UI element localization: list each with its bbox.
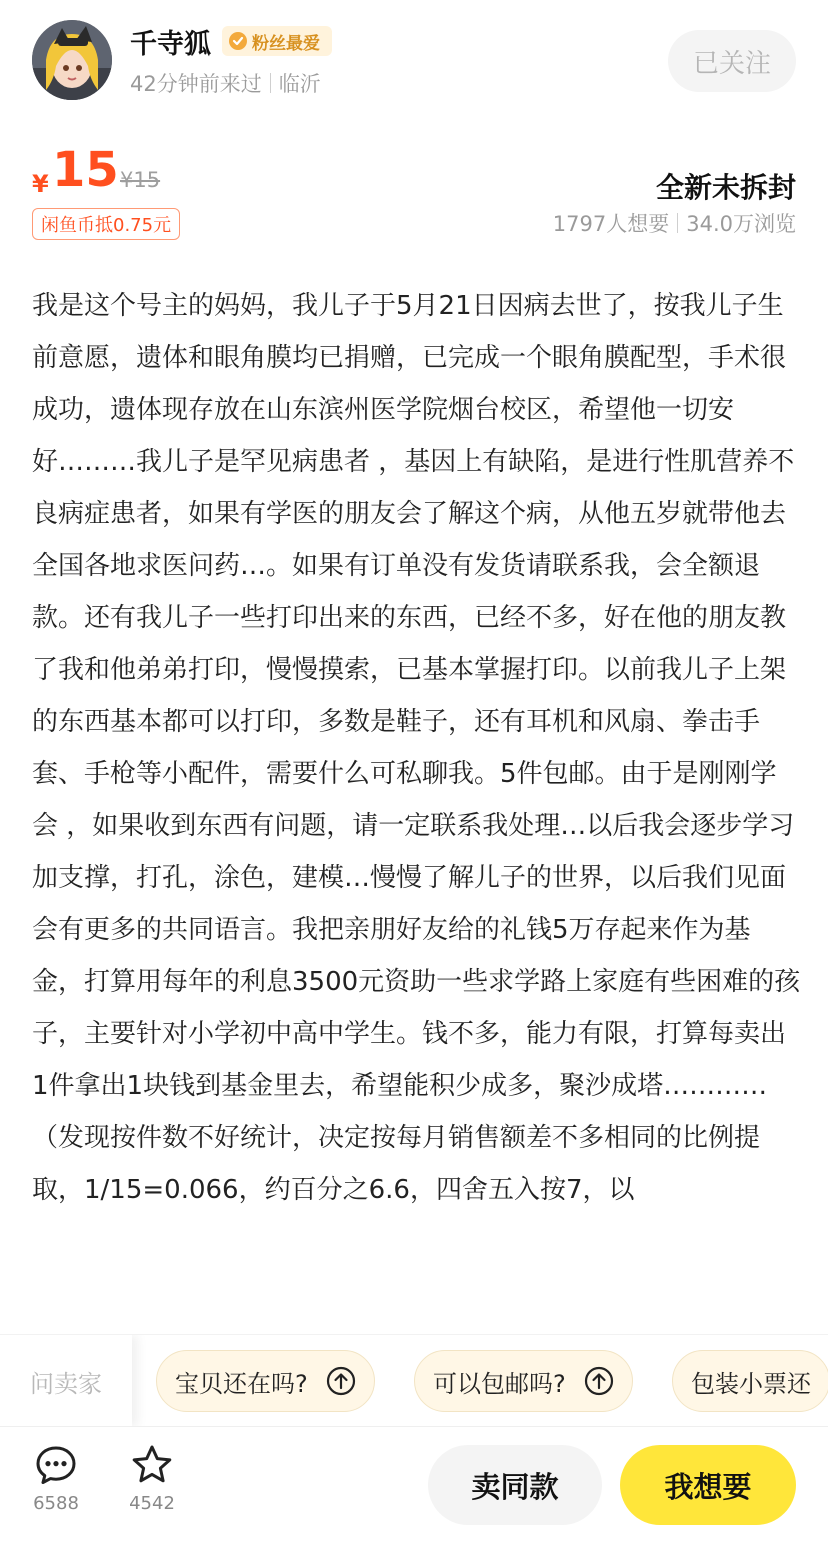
follow-button[interactable]: 已关注 — [668, 30, 796, 92]
bottom-action-bar — [0, 1426, 828, 1546]
meta-divider — [270, 73, 271, 93]
fan-favorite-badge — [222, 26, 332, 56]
quick-question-bar — [0, 1334, 828, 1426]
seller-name[interactable]: 千寺狐 — [130, 29, 211, 60]
favorites-count: 4542 — [129, 1493, 175, 1514]
item-description — [32, 280, 802, 1216]
coin-discount-tag: 闲鱼币抵0.75元 — [32, 208, 180, 240]
quick-question-label: 包装小票还 — [691, 1369, 811, 1398]
arrow-up-circle-icon — [326, 1366, 356, 1396]
original-price: ¥15 — [120, 168, 161, 192]
seller-avatar[interactable] — [32, 20, 112, 100]
fan-badge-label: 粉丝最爱 — [252, 33, 320, 54]
views-count: 34.0万浏览 — [686, 212, 796, 236]
quick-question-chip[interactable] — [414, 1350, 633, 1412]
comments-button[interactable] — [26, 1443, 86, 1514]
seller-meta — [130, 68, 321, 98]
current-price: 15 — [52, 142, 119, 198]
last-visit-text: 42分钟前来过 — [130, 72, 262, 96]
item-stats — [553, 208, 796, 238]
star-icon — [130, 1443, 174, 1487]
chat-bubble-icon — [34, 1443, 78, 1487]
stats-divider — [677, 213, 678, 233]
quick-question-label: 宝贝还在吗? — [175, 1369, 308, 1398]
sell-same-button[interactable]: 卖同款 — [428, 1445, 602, 1525]
seller-header — [0, 0, 828, 120]
quick-question-label: 可以包邮吗? — [433, 1369, 566, 1398]
comments-count: 6588 — [33, 1493, 79, 1514]
quick-question-chip[interactable] — [672, 1350, 828, 1412]
item-condition: 全新未拆封 — [656, 166, 796, 206]
description-paragraph: （发现按件数不好统计，决定按每月销售额差不多相同的比例提取，1/15=0.066，约百分之6.6，四舍五入按7，以 — [32, 1123, 761, 1205]
avatar-image — [32, 20, 112, 100]
quick-question-chip[interactable] — [156, 1350, 375, 1412]
description-paragraph: 我是这个号主的妈妈，我儿子于5月21日因病去世了，按我儿子生前意愿，遗体和眼角膜均已捐赠，已完成一个眼角膜配型，手术很成功，遗体现存放在山东滨州医学院烟台校区，希望他一切安好………我儿子是罕见病患者 ，基因上有缺陷，是进行性肌营养不良病症患者，如果有学医的朋友会了解这个病，从他五岁就带他去全国各地求医问药…。如果有订单没有发货请联系我，会全额退款。还有我儿子一些打印出来的东西，已经不多，好在他的朋友教了我和他弟弟打印，慢慢摸索，已基本掌握打印。以前我儿子上架的东西基本都可以打印，多数是鞋子，还有耳机和风扇、拳击手套、手枪等小配件，需要什么可私聊我。5件包邮。由于是刚刚学会 ，如果收到东西有问题，请一定联系我处理…以后我会逐步学习加支撑，打孔，涂色，建模…慢慢了解儿子的世界，以后我们见面会有更多的共同语言。我把亲朋好友给的礼钱5万存起来作为基金，打算用每年的利息3500元资助一些求学路上家庭有些困难的孩子，主要针对小学初中高中学生。钱不多，能力有限，打算每卖出1件拿出1块钱到基金里去，希望能积少成多，聚沙成塔………… — [32, 291, 801, 1101]
medal-icon — [228, 31, 248, 51]
currency-symbol: ¥ — [32, 170, 49, 198]
favorite-button[interactable] — [122, 1443, 182, 1514]
seller-location: 临沂 — [278, 72, 321, 96]
ask-seller-label[interactable]: 问卖家 — [0, 1335, 132, 1426]
arrow-up-circle-icon — [584, 1366, 614, 1396]
want-button[interactable]: 我想要 — [620, 1445, 796, 1525]
wants-count: 1797人想要 — [552, 212, 670, 236]
